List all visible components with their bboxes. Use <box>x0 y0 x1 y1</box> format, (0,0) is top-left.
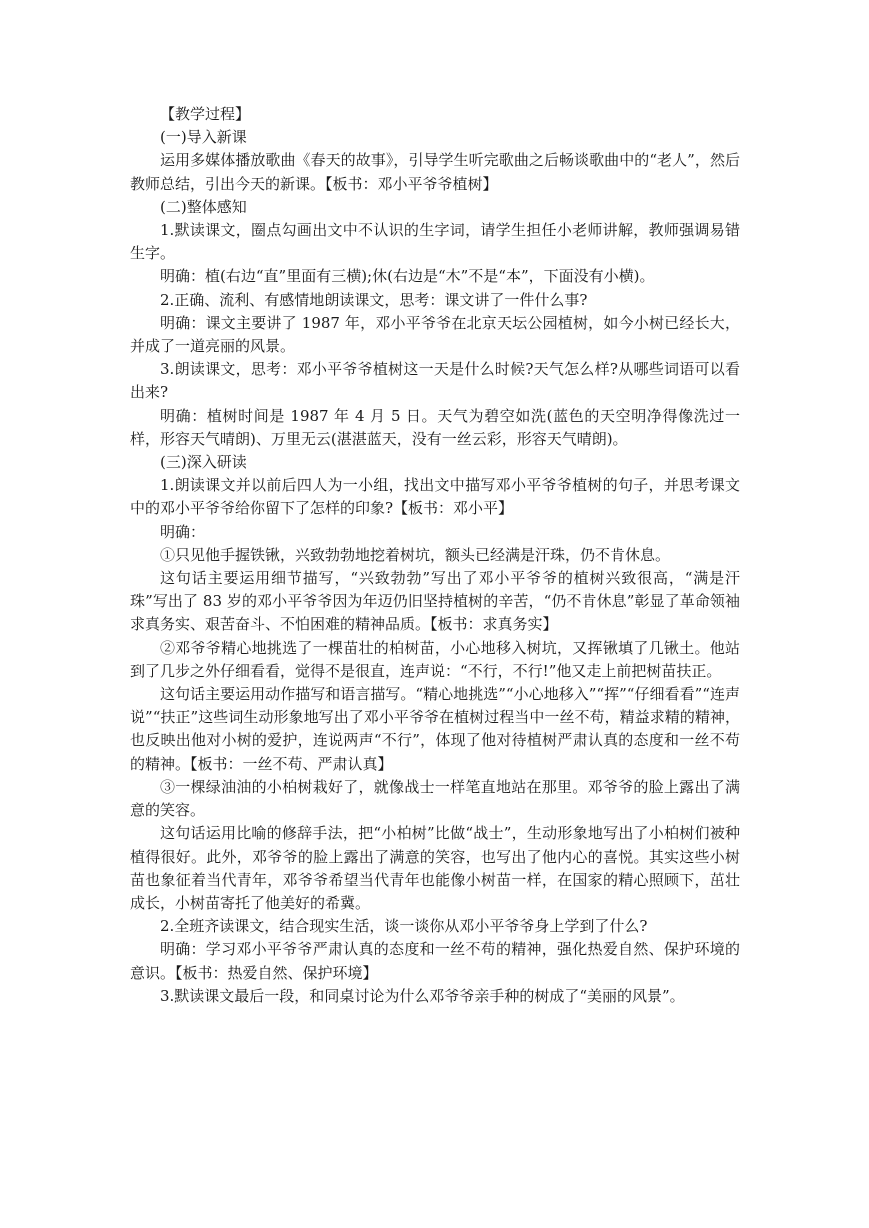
paragraph: 明确：植(右边“直”里面有三横);休(右边是“木”不是“本”，下面没有小横)。 <box>160 267 655 286</box>
paragraph: 这句话主要运用动作描写和语言描写。“精心地挑选”“小心地移入”“挥”“仔细看看”“连声说”“扶正”这些词生动形象地写出了邓小平爷爷在植树过程当中一丝不苟，精益求精的精神，也反映出他对小树的爱护，连说两声“不行”，体现了他对待植树严肃认真的态度和一丝不苟的精神。【板书：一丝不苟、严肃认真】 <box>130 685 740 773</box>
paragraph: 3.朗读课文，思考：邓小平爷爷植树这一天是什么时候?天气怎么样?从哪些词语可以看出来? <box>130 360 740 402</box>
subsection-title-deep-reading: (三)深入研读 <box>160 453 247 472</box>
paragraph: 1.默读课文，圈点勾画出文中不认识的生字词，请学生担任小老师讲解，教师强调易错生字。 <box>130 221 740 263</box>
paragraph: 明确：学习邓小平爷爷严肃认真的态度和一丝不苟的精神，强化热爱自然、保护环境的意识。【板书：热爱自然、保护环境】 <box>130 940 740 982</box>
subsection-title-intro: (一)导入新课 <box>160 128 247 147</box>
paragraph: 明确：植树时间是 1987 年 4 月 5 日。天气为碧空如洗(蓝色的天空明净得像洗过一样，形容天气晴朗)、万里无云(湛湛蓝天，没有一丝云彩，形容天气晴朗)。 <box>130 406 740 448</box>
paragraph: 运用多媒体播放歌曲《春天的故事》，引导学生听完歌曲之后畅谈歌曲中的“老人”，然后教师总结，引出今天的新课。【板书：邓小平爷爷植树】 <box>130 151 740 193</box>
document-body <box>130 103 740 1008</box>
paragraph: 明确： <box>160 522 206 541</box>
paragraph: 1.朗读课文并以前后四人为一小组，找出文中描写邓小平爷爷植树的句子，并思考课文中的邓小平爷爷给你留下了怎样的印象?【板书：邓小平】 <box>130 476 740 518</box>
paragraph: 这句话主要运用细节描写，“兴致勃勃”写出了邓小平爷爷的植树兴致很高，“满是汗珠”写出了 83 岁的邓小平爷爷因为年迈仍旧坚持植树的辛苦，“仍不肯休息”彰显了革命领袖求真务实、艰苦奋斗、不怕困难的精神品质。【板书：求真务实】 <box>130 569 740 634</box>
paragraph: 这句话运用比喻的修辞手法，把“小柏树”比做“战士”，生动形象地写出了小柏树们被种植得很好。此外，邓爷爷的脸上露出了满意的笑容，也写出了他内心的喜悦。其实这些小树苗也象征着当代青年，邓爷爷希望当代青年也能像小树苗一样，在国家的精心照顾下，茁壮成长，小树苗寄托了他美好的希冀。 <box>130 824 740 912</box>
paragraph: ③一棵绿油油的小柏树栽好了，就像战士一样笔直地站在那里。邓爷爷的脸上露出了满意的笑容。 <box>130 777 740 820</box>
paragraph: 明确：课文主要讲了 1987 年，邓小平爷爷在北京天坛公园植树，如今小树已经长大，并成了一道亮丽的风景。 <box>130 313 740 356</box>
paragraph: ②邓爷爷精心地挑选了一棵苗壮的柏树苗，小心地移入树坑，又挥锹填了几锹土。他站到了几步之外仔细看看，觉得不是很直，连声说：“不行，不行!”他又走上前把树苗扶正。 <box>130 638 740 680</box>
paragraph: ①只见他手握铁锹，兴致勃勃地挖着树坑，额头已经满是汗珠，仍不肯休息。 <box>160 545 671 564</box>
paragraph: 2.正确、流利、有感情地朗读课文，思考：课文讲了一件什么事? <box>160 290 588 309</box>
section-title-teaching-process: 【教学过程】 <box>160 105 251 123</box>
subsection-title-overall: (二)整体感知 <box>160 197 247 216</box>
paragraph: 2.全班齐读课文，结合现实生活，谈一谈你从邓小平爷爷身上学到了什么? <box>160 917 648 936</box>
paragraph: 3.默读课文最后一段，和同桌讨论为什么邓爷爷亲手种的树成了“美丽的风景”。 <box>160 986 685 1005</box>
